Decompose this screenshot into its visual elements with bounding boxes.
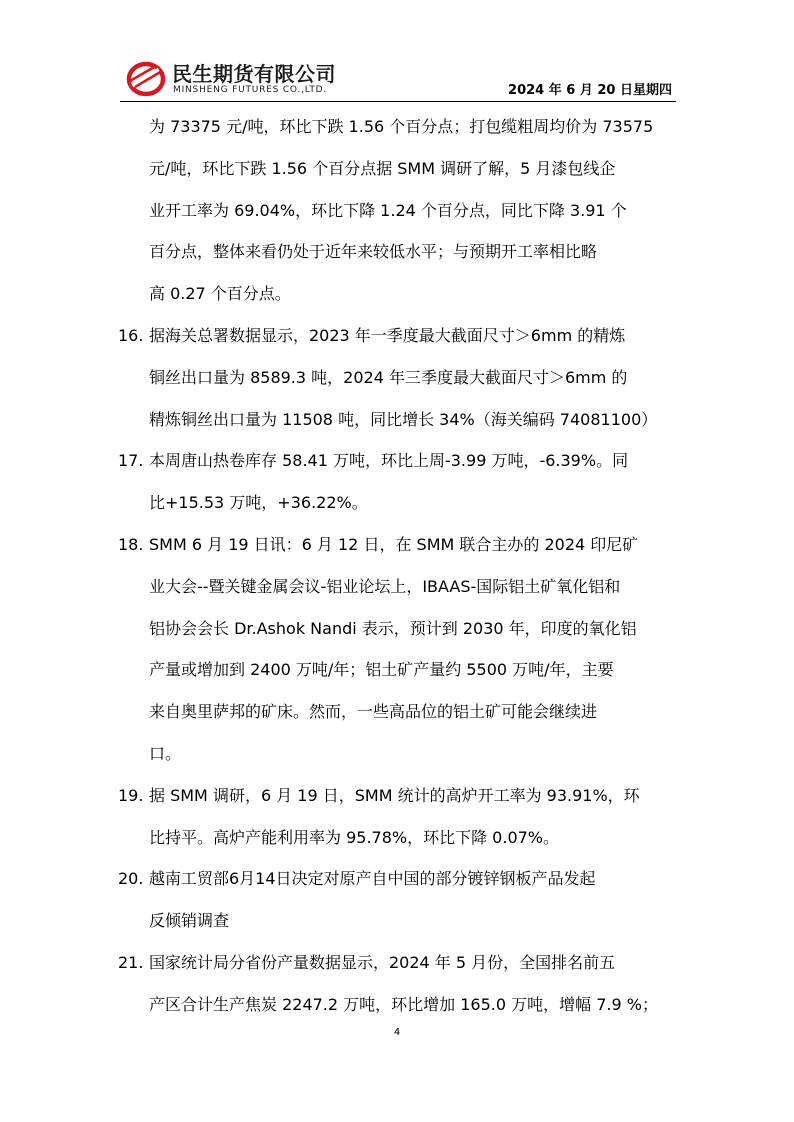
line-text: 铝协会会长 Dr.Ashok Nandi 表示，预计到 2030 年，印度的氧化铝 bbox=[149, 618, 637, 638]
list-item-start-line bbox=[118, 315, 678, 357]
text-line bbox=[118, 733, 678, 775]
line-text: 据海关总署数据显示，2023 年一季度最大截面尺寸＞6mm 的精炼 bbox=[149, 325, 626, 345]
line-text: 据 SMM 调研，6 月 19 日，SMM 统计的高炉开工率为 93.91%，环 bbox=[149, 785, 640, 805]
text-line bbox=[118, 148, 678, 190]
header-date: 2024 年 6 月 20 日星期四 bbox=[508, 83, 672, 98]
text-line bbox=[118, 357, 678, 399]
text-line bbox=[118, 273, 678, 315]
line-text: 反倾销调查 bbox=[149, 911, 230, 931]
logo-english-name: MINSHENG FUTURES CO.,LTD. bbox=[173, 85, 328, 95]
text-line bbox=[118, 106, 678, 148]
line-text: 精炼铜丝出口量为 11508 吨，同比增长 34%（海关编码 74081100） bbox=[149, 409, 658, 429]
text-line bbox=[118, 900, 678, 942]
line-text: 业大会--暨关键金属会议-铝业论坛上，IBAAS-国际铝土矿氧化铝和 bbox=[149, 576, 621, 596]
page-number: 4 bbox=[393, 1027, 401, 1038]
report-body bbox=[118, 106, 678, 1026]
list-item-number: 19. bbox=[118, 785, 144, 805]
list-item-start-line bbox=[118, 524, 678, 566]
page-header bbox=[120, 52, 676, 102]
text-line bbox=[118, 608, 678, 650]
list-item-start-line bbox=[118, 440, 678, 482]
company-logo bbox=[126, 56, 366, 100]
line-text: 本周唐山热卷库存 58.41 万吨，环比上周-3.99 万吨，-6.39%。同 bbox=[149, 451, 629, 471]
minsheng-logo-icon bbox=[126, 58, 168, 98]
text-line bbox=[118, 691, 678, 733]
text-line bbox=[118, 231, 678, 273]
line-text: 产区合计生产焦炭 2247.2 万吨，环比增加 165.0 万吨，增幅 7.9 %； bbox=[149, 994, 658, 1014]
text-line bbox=[118, 984, 678, 1026]
line-text: 口。 bbox=[149, 743, 182, 763]
list-item-number: 20. bbox=[118, 869, 144, 889]
line-text: 百分点，整体来看仍处于近年来较低水平；与预期开工率相比略 bbox=[149, 242, 598, 262]
line-text: 元/吨，环比下跌 1.56 个百分点据 SMM 调研了解，5 月漆包线企 bbox=[149, 158, 616, 178]
line-text: 为 73375 元/吨，环比下跌 1.56 个百分点；打包缆粗周均价为 73575 bbox=[149, 117, 654, 136]
list-item-number: 18. bbox=[118, 534, 144, 554]
logo-chinese-name: 民生期货有限公司 bbox=[172, 62, 336, 86]
line-text: 产量或增加到 2400 万吨/年；铝土矿产量约 5500 万吨/年，主要 bbox=[149, 660, 614, 680]
text-line bbox=[118, 566, 678, 608]
text-line bbox=[118, 399, 678, 441]
line-text: SMM 6 月 19 日讯：6 月 12 日，在 SMM 联合主办的 2024 印尼矿 bbox=[149, 534, 639, 554]
list-item-number: 21. bbox=[118, 952, 144, 972]
text-line bbox=[118, 817, 678, 859]
line-text: 铜丝出口量为 8589.3 吨，2024 年三季度最大截面尺寸＞6mm 的 bbox=[149, 367, 628, 387]
list-item-start-line bbox=[118, 942, 678, 984]
line-text: 高 0.27 个百分点。 bbox=[149, 284, 291, 304]
line-text: 比持平。高炉产能利用率为 95.78%，环比下降 0.07%。 bbox=[149, 827, 560, 847]
list-item-number: 16. bbox=[118, 325, 144, 345]
list-item-start-line bbox=[118, 775, 678, 817]
list-item-number: 17. bbox=[118, 451, 144, 471]
header-divider bbox=[120, 101, 676, 102]
text-line bbox=[118, 649, 678, 691]
line-text: 来自奥里萨邦的矿床。然而，一些高品位的铝土矿可能会继续进 bbox=[149, 702, 598, 722]
list-item-start-line bbox=[118, 858, 678, 900]
line-text: 业开工率为 69.04%，环比下降 1.24 个百分点，同比下降 3.91 个 bbox=[149, 200, 627, 220]
line-text: 比+15.53 万吨，+36.22%。 bbox=[149, 493, 368, 513]
line-text: 越南工贸部6月14日决定对原产自中国的部分镀锌钢板产品发起 bbox=[149, 869, 596, 889]
line-text: 国家统计局分省份产量数据显示，2024 年 5 月份，全国排名前五 bbox=[149, 952, 616, 972]
text-line bbox=[118, 482, 678, 524]
text-line bbox=[118, 190, 678, 232]
